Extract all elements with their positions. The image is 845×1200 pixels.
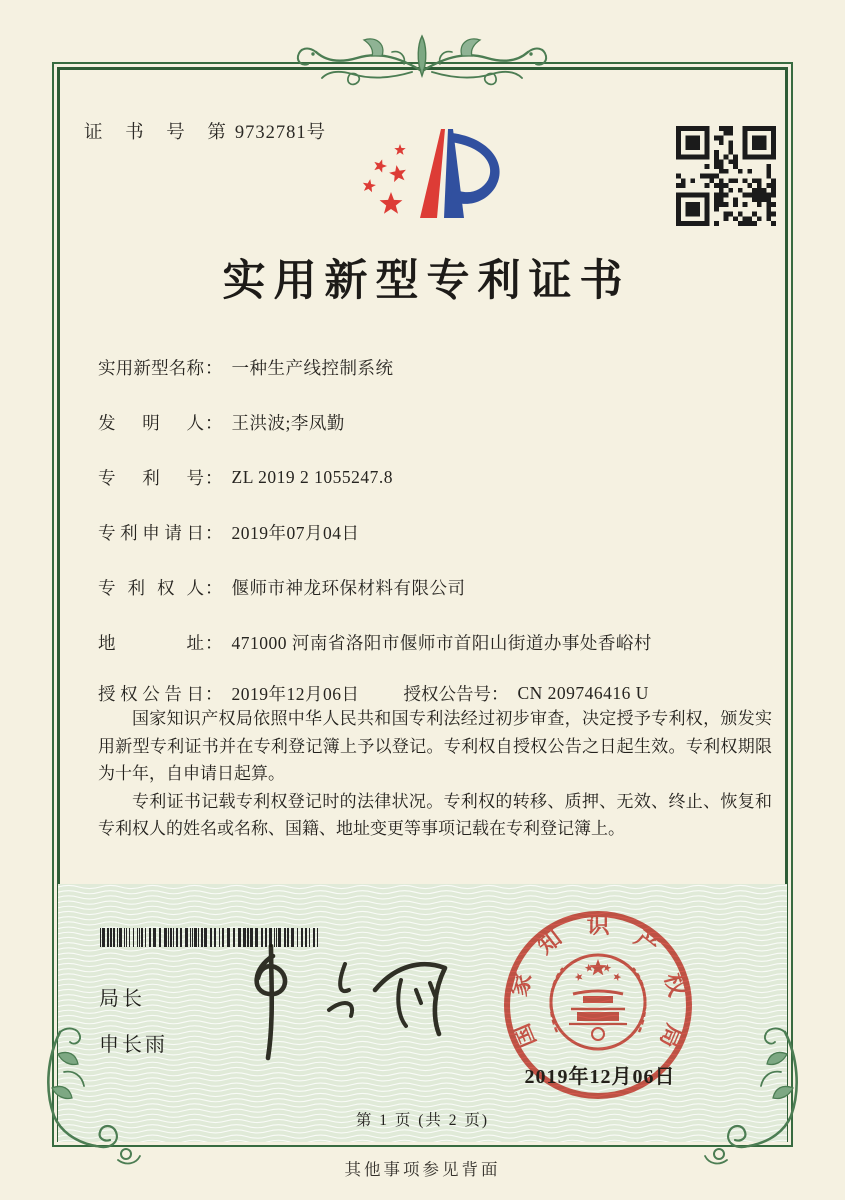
- seal-emblem: [551, 955, 646, 1049]
- director-name: 申长雨: [99, 1034, 168, 1056]
- legal-text: [98, 705, 772, 843]
- certificate-number: [84, 118, 325, 144]
- seal-text: 国家知识产权局: [506, 913, 690, 1052]
- logo-red-wedge: [420, 129, 445, 218]
- certificate-number-suffix: 号: [306, 123, 326, 143]
- seal-date: 2019年12月06日: [524, 1066, 676, 1088]
- corner-ornament-right: [701, 1026, 811, 1170]
- svg-text:国家知识产权局: [505, 913, 691, 1051]
- field-row-patent-number: 专利号 ： ZL 2019 2 1055247.8: [98, 467, 393, 488]
- grant-number-label: 授权公告号: [403, 684, 491, 704]
- legal-paragraph-1: 国家知识产权局依照中华人民共和国专利法经过初步审查，决定授予专利权，颁发实用新型专利证书并在专利登记簿上予以登记。专利权自授权公告之日起生效。专利权期限为十年，自申请日起算。: [98, 709, 772, 783]
- field-list: [98, 340, 770, 717]
- field-row-inventor: 发明人 ： 王洪波;李凤勤: [98, 395, 770, 450]
- field-value: 2019年07月04日: [231, 523, 360, 543]
- field-row-grant: 授权公告日 ： 2019年12月06日 授权公告号 ： CN 209746416 U: [98, 683, 649, 704]
- field-row-address: 地址 ： 471000 河南省洛阳市偃师市首阳山街道办事处香峪村: [98, 615, 770, 670]
- field-value: 王洪波;李凤勤: [231, 413, 345, 433]
- field-value: 471000 河南省洛阳市偃师市首阳山街道办事处香峪村: [231, 633, 652, 653]
- logo-stars: [363, 144, 406, 214]
- field-value: 偃师市神龙环保材料有限公司: [231, 578, 466, 598]
- back-note: 其他事项参见背面: [344, 1160, 501, 1179]
- field-row-patentee: 专利权人 ： 偃师市神龙环保材料有限公司: [98, 560, 770, 615]
- certificate-number-value: 9732781: [234, 123, 307, 143]
- field-row-name: 实用新型名称 ： 一种生产线控制系统: [98, 340, 770, 395]
- field-label: 地址: [98, 633, 204, 653]
- director-title: 局长: [99, 988, 145, 1010]
- field-label: 实用新型名称: [98, 358, 204, 378]
- signature: [225, 938, 460, 1068]
- field-label: 授权公告日: [98, 684, 204, 704]
- field-label: 发明人: [98, 413, 204, 433]
- cnipa-logo-icon: [340, 116, 515, 238]
- certificate-title: 实用新型专利证书: [222, 258, 631, 305]
- field-label: 专利权人: [98, 578, 204, 598]
- legal-paragraph-2: 专利证书记载专利权登记时的法律状况。专利权的转移、质押、无效、终止、恢复和专利权人的姓名或名称、国籍、地址变更等事项记载在专利登记簿上。: [98, 791, 772, 838]
- field-row-filing-date: 专利申请日 ： 2019年07月04日: [98, 505, 770, 560]
- dragon-right: [424, 39, 546, 84]
- qr-code: [676, 126, 776, 226]
- emblem-stars: [575, 959, 621, 981]
- dragon-left: [298, 39, 420, 84]
- grant-date-value: 2019年12月06日: [231, 684, 360, 704]
- field-label: 专利号: [98, 468, 204, 488]
- grant-number-group: 授权公告号 ： CN 209746416 U: [403, 683, 649, 704]
- field-value: 一种生产线控制系统: [231, 358, 394, 378]
- page-number: 第 1 页 (共 2 页): [355, 1112, 490, 1129]
- field-value: ZL 2019 2 1055247.8: [231, 467, 393, 487]
- grant-number-value: CN 209746416 U: [517, 683, 649, 703]
- certificate-number-prefix: 证 书 号 第: [84, 123, 235, 143]
- dragon-ornament: [272, 12, 572, 104]
- field-label: 专利申请日: [98, 523, 204, 543]
